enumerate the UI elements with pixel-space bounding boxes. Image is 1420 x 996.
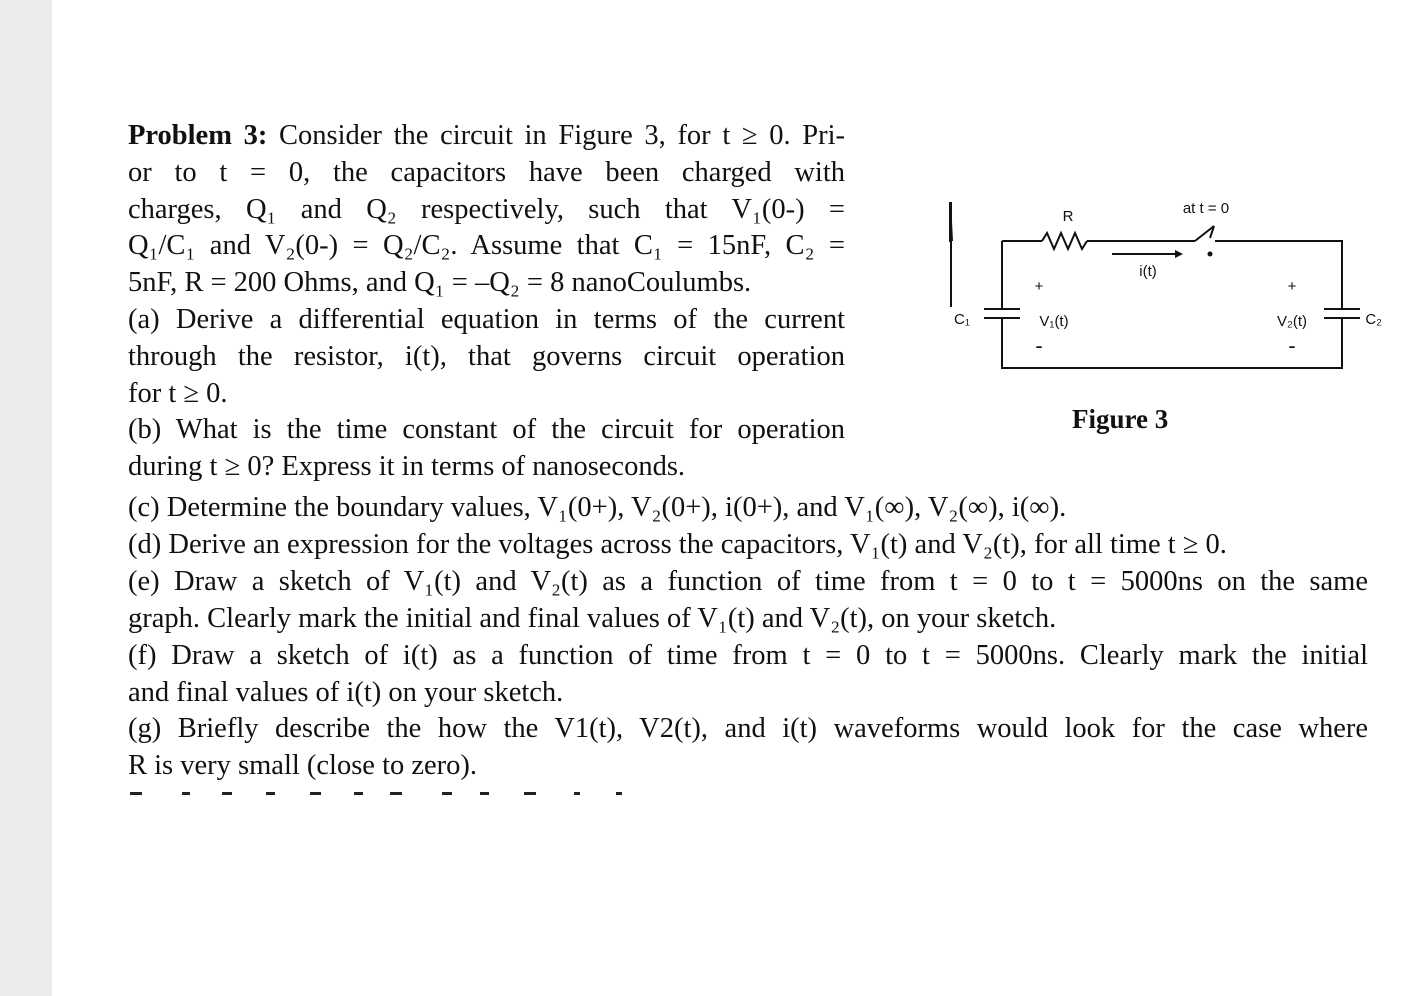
switch-contact xyxy=(1209,253,1212,256)
part-d: (d) Derive an expression for the voltages across the capacitors, V₁(t) and V₂(t), for all time t ≥ 0. xyxy=(128,528,1227,560)
v1-label: V₁(t) xyxy=(1039,313,1069,330)
problem-text-lower xyxy=(128,490,1368,785)
figure-caption: Figure 3 xyxy=(1072,404,1169,434)
cap2-plates xyxy=(1324,309,1360,318)
part-a-line-2: through the resistor, i(t), that governs circuit operation xyxy=(128,340,845,372)
part-e-line-1: (e) Draw a sketch of V₁(t) and V₂(t) as a function of time from t = 0 to t = 5000ns on the same xyxy=(128,565,1368,597)
cap2-label: C₂ xyxy=(1365,311,1382,328)
v2-label: V₂(t) xyxy=(1277,313,1307,330)
problem-line-3: charges, Q₁ and Q₂ respectively, such that V₁(0-) = xyxy=(128,193,845,225)
part-c: (c) Determine the boundary values, V₁(0+), V₂(0+), i(0+), and V₁(∞), V₂(∞), i(∞). xyxy=(128,492,1067,523)
part-f-line-1: (f) Draw a sketch of i(t) as a function of time from t = 0 to t = 5000ns. Clearly mark the initial xyxy=(128,639,1368,671)
cap1-plates xyxy=(984,309,1020,318)
problem-heading: Problem 3: xyxy=(128,120,268,151)
problem-line-1: Problem 3: Consider the circuit in Figure 3, for t ≥ 0. Pri- xyxy=(128,120,845,151)
problem-line-5: 5nF, R = 200 Ohms, and Q₁ = –Q₂ = 8 nanoCoulumbs. xyxy=(128,267,752,299)
resistor xyxy=(1042,233,1087,249)
part-b-line-2: during t ≥ 0? Express it in terms of nanoseconds. xyxy=(128,451,686,483)
switch-label: at t = 0 xyxy=(1182,200,1230,217)
circuit-diagram xyxy=(892,100,1382,400)
part-f-line-2: and final values of i(t) on your sketch. xyxy=(128,676,564,708)
current-arrow-head xyxy=(1175,250,1183,258)
v1-plus: + xyxy=(1034,278,1044,295)
part-g-line-1: (g) Briefly describe the how the V1(t), V2(t), and i(t) waveforms would look for the case where xyxy=(128,713,1368,745)
part-g-line-2: R is very small (close to zero). xyxy=(128,750,478,782)
problem-line-4: Q₁/C₁ and V₂(0-) = Q₂/C₂. Assume that C₁ = 15nF, C₂ = xyxy=(128,230,845,262)
v2-plus: + xyxy=(1287,278,1297,295)
v2-minus: - xyxy=(1288,333,1296,358)
part-a-line-3: for t ≥ 0. xyxy=(128,377,228,409)
part-b-line-1: (b) What is the time constant of the circuit for operation xyxy=(128,414,845,446)
v1-minus: - xyxy=(1035,333,1043,358)
part-e-line-2: graph. Clearly mark the initial and final values of V₁(t) and V₂(t), on your sketch. xyxy=(128,602,1057,634)
document-page xyxy=(52,0,1420,996)
current-label: i(t) xyxy=(1139,263,1157,280)
cut-off-text-fragment xyxy=(128,786,628,798)
part-a-line-1: (a) Derive a differential equation in terms of the current xyxy=(128,303,845,335)
wire-top-rail-right xyxy=(1215,241,1342,309)
resistor-label: R xyxy=(1062,208,1074,225)
cap1-label: C₁ xyxy=(954,311,970,328)
problem-text-upper xyxy=(128,118,845,486)
problem-line-2: or to t = 0, the capacitors have been charged with xyxy=(128,156,845,188)
